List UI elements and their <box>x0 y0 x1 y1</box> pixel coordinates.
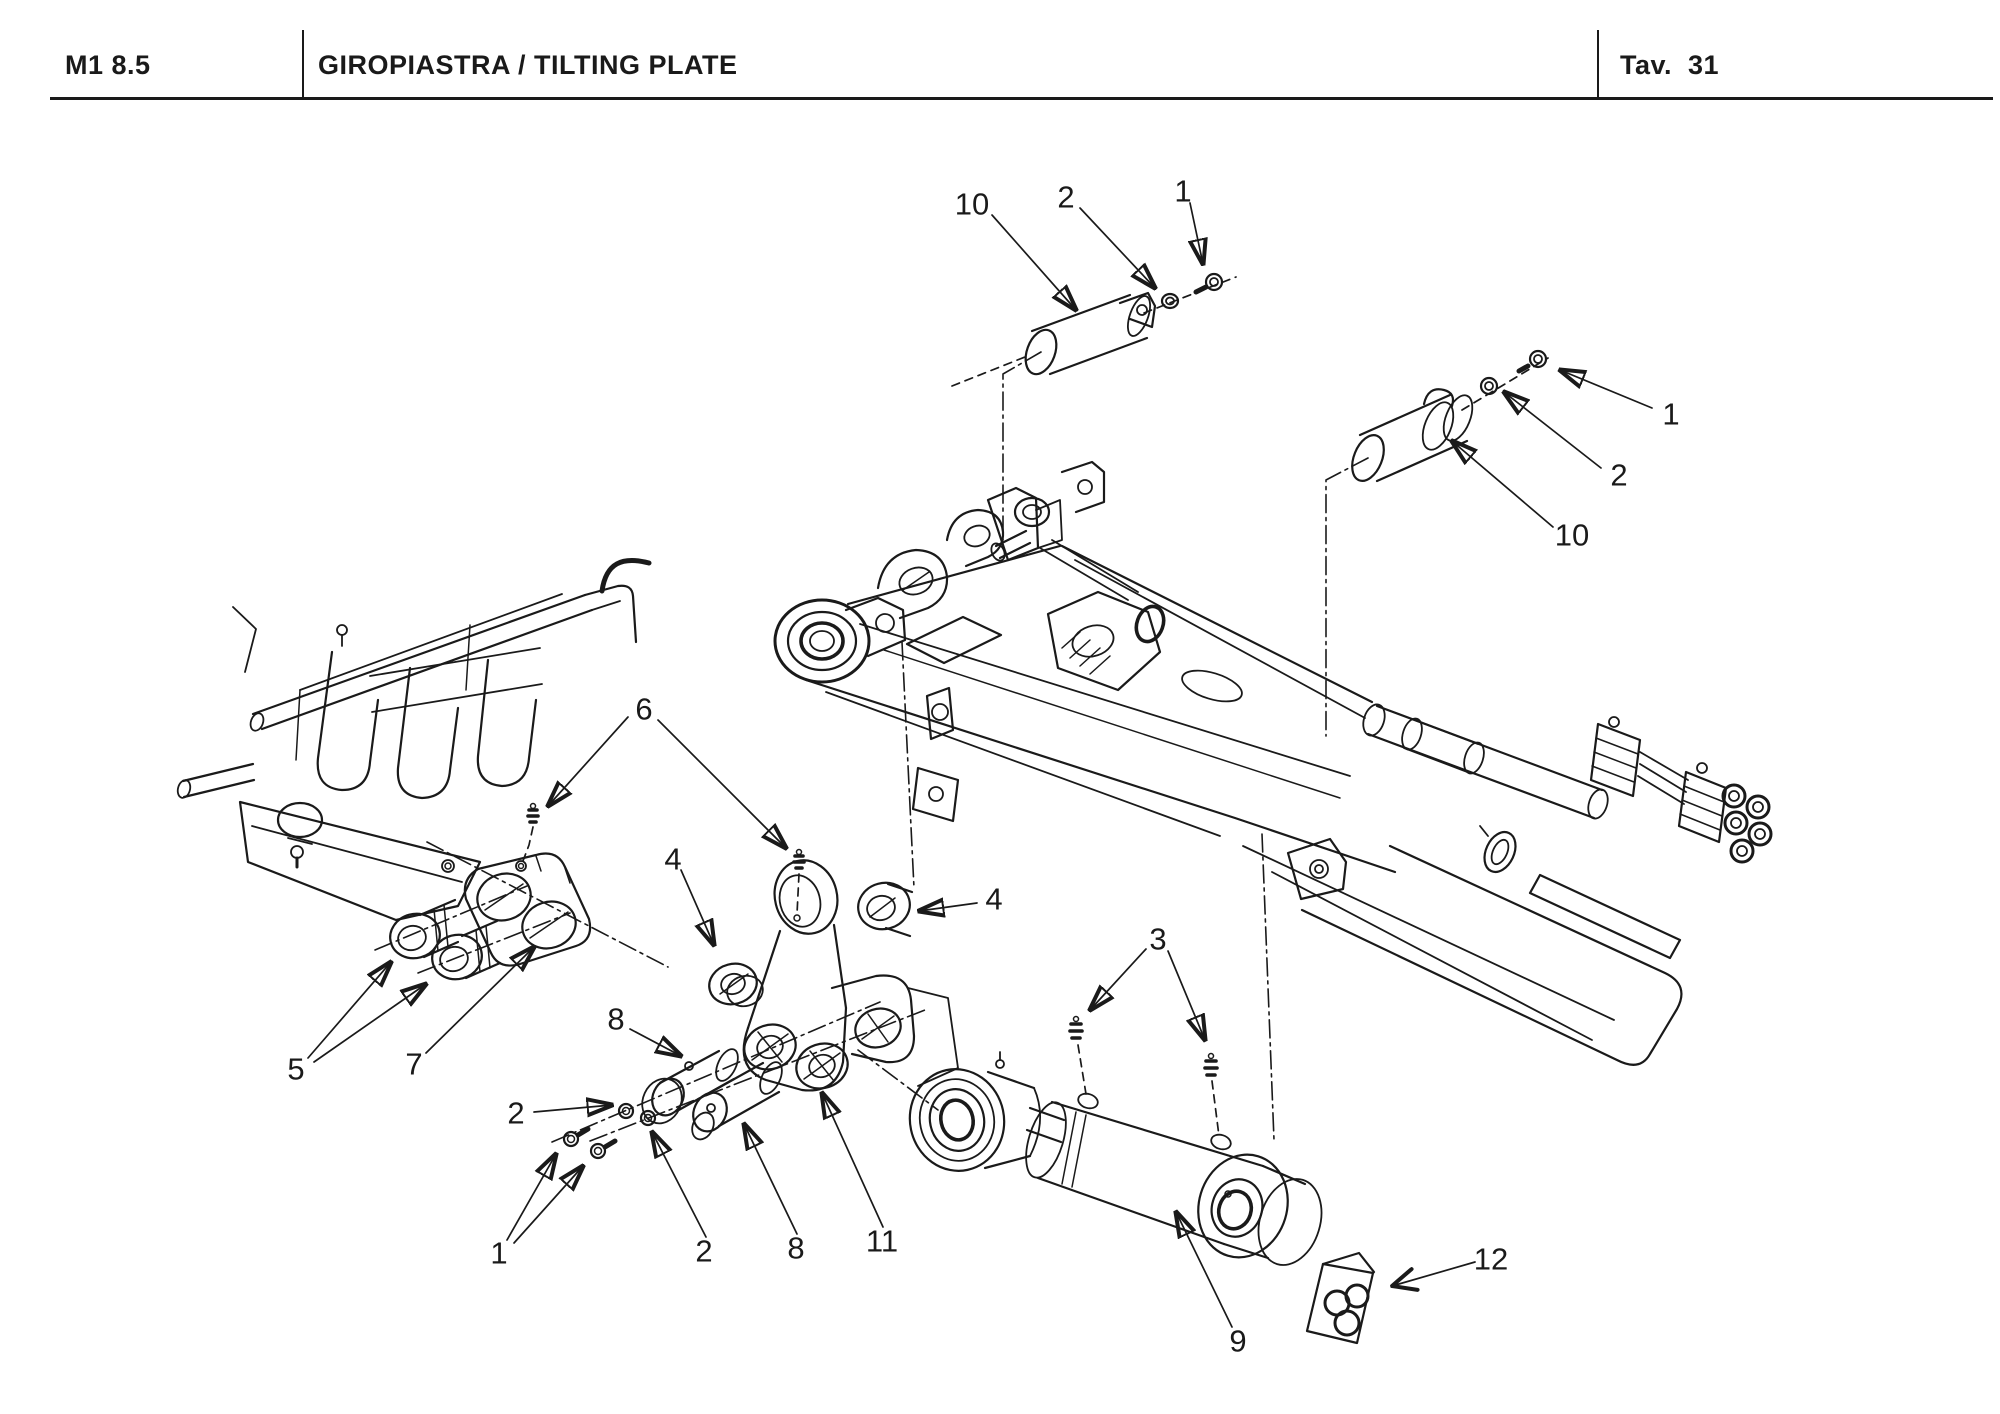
callout-7: 7 <box>405 1046 423 1082</box>
leader-line-2-mid <box>534 1105 612 1112</box>
leader-line-4-left <box>681 870 714 945</box>
callout-8-bottom: 8 <box>787 1230 805 1266</box>
leader-line-10-top <box>992 215 1076 310</box>
shackle <box>1478 827 1521 877</box>
leader-line-6-1 <box>658 720 786 848</box>
clamp-bushings-group <box>385 804 804 985</box>
washer-2-right <box>1481 378 1497 394</box>
leader-line-11 <box>822 1093 883 1227</box>
leader-line-1-top <box>1190 203 1203 264</box>
cylinder-port-a <box>1076 1091 1099 1110</box>
callout-10-right: 10 <box>1554 517 1590 553</box>
plate-number: Tav. 31 <box>1620 50 1720 80</box>
grease-fitting-6a <box>523 804 538 862</box>
callout-11: 11 <box>865 1223 899 1259</box>
centerlines <box>375 352 1368 1142</box>
leader-line-8-bottom <box>744 1124 797 1234</box>
leader-line-2-right <box>1504 392 1601 468</box>
grease-fitting-6b <box>794 850 804 915</box>
callout-6: 6 <box>635 691 653 727</box>
callout-2-right: 2 <box>1610 457 1628 493</box>
doc-code: M1 8.5 <box>65 50 151 80</box>
callout-9: 9 <box>1229 1323 1247 1359</box>
bushing-5b <box>427 921 500 985</box>
callout-3: 3 <box>1149 921 1167 957</box>
callout-2-top: 2 <box>1057 179 1075 215</box>
hose-ends <box>1723 785 1771 862</box>
bushing-4-right <box>853 877 915 936</box>
bolt-1b <box>591 1141 615 1158</box>
leader-line-1-bottom <box>507 1154 556 1240</box>
callout-4-left: 4 <box>664 841 682 877</box>
leader-line-5 <box>308 962 391 1058</box>
frame-assembly <box>775 462 1771 1065</box>
cylinder-group <box>900 1017 1331 1273</box>
callout-5: 5 <box>287 1051 305 1087</box>
bracket-12 <box>1307 1253 1374 1343</box>
callout-8-top: 8 <box>607 1001 625 1037</box>
callout-layer <box>287 174 1679 1359</box>
cylinder-port-b <box>1209 1132 1232 1151</box>
leader-line-3 <box>1090 949 1146 1010</box>
callout-1-bottom: 1 <box>490 1235 508 1271</box>
callout-4-right: 4 <box>985 881 1003 917</box>
callout-12: 12 <box>1473 1241 1509 1277</box>
leader-line-10-right <box>1452 441 1553 527</box>
fitting-3a <box>1070 1017 1086 1095</box>
leader-line-9 <box>1176 1212 1232 1327</box>
fitting-3b <box>1205 1054 1219 1137</box>
leader-line-8-top <box>630 1029 681 1056</box>
leader-line-4-right <box>919 903 977 911</box>
callout-1-right: 1 <box>1662 396 1680 432</box>
leader-line-3-1 <box>1168 951 1205 1040</box>
pin-group-top <box>952 274 1236 386</box>
pin-group-right <box>1346 351 1548 485</box>
callout-1-top: 1 <box>1174 173 1192 209</box>
page-title: GIROPIASTRA / TILTING PLATE <box>318 50 738 80</box>
leader-line-2-top <box>1080 208 1155 288</box>
leader-line-12 <box>1392 1262 1475 1286</box>
pin-8b <box>687 1059 786 1143</box>
leader-line-6 <box>548 717 628 806</box>
bushing-4-left <box>705 958 767 1010</box>
callout-10-top: 10 <box>954 186 990 222</box>
leader-line-1-right <box>1560 370 1652 408</box>
leader-line-1-bottom-1 <box>514 1166 583 1243</box>
tilting-plate-assembly <box>176 560 649 920</box>
leader-line-2-bottom <box>652 1132 706 1237</box>
callout-2-mid: 2 <box>507 1095 525 1131</box>
callout-2-bottom: 2 <box>695 1233 713 1269</box>
